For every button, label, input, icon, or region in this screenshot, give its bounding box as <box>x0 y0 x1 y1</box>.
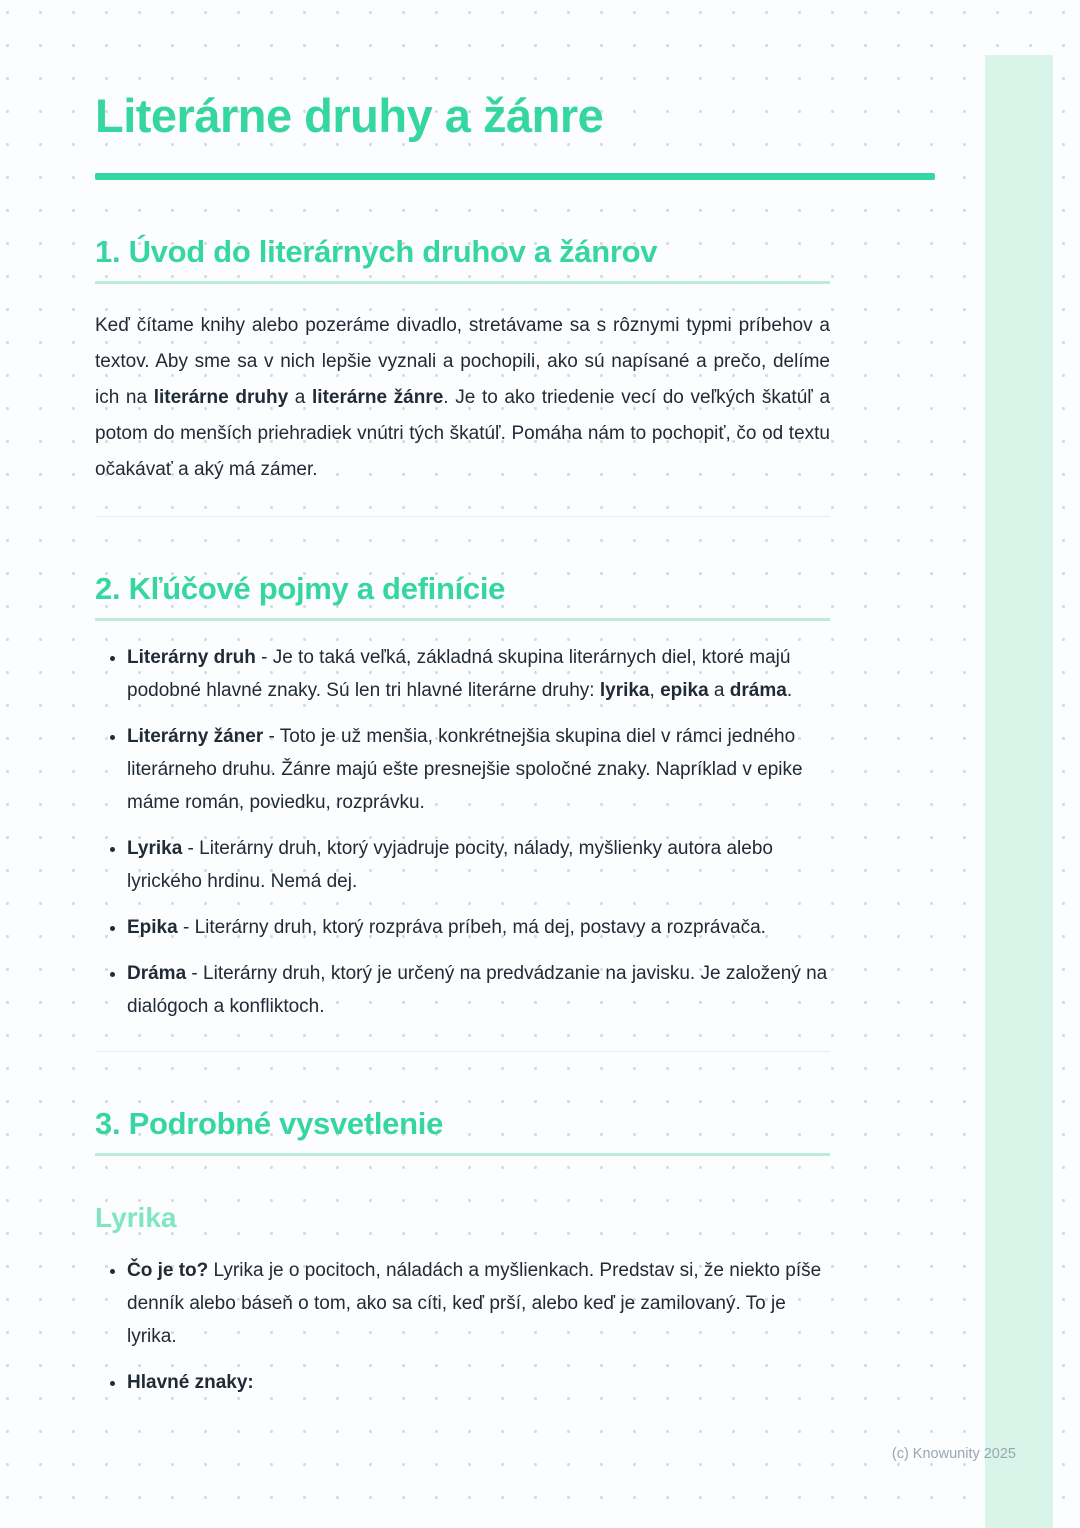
list-item-drama: • Dráma - Literárny druh, ktorý je určený na predvádzanie na javisku. Je založený na dialógoch a konfliktoch. <box>127 957 830 1023</box>
section-details <box>95 1106 1080 1399</box>
list-item-co-je-to: • Čo je to? Lyrika je o pocitoch, náladách a myšlienkach. Predstav si, že niekto píše denník alebo báseň o tom, ako sa cíti, keď prší, alebo keď je zamilovaný. To je lyrika. <box>127 1254 830 1353</box>
section-2-heading: 2. Kľúčové pojmy a definície <box>95 571 506 606</box>
list-item-hlavne-znaky: • Hlavné znaky: <box>127 1366 830 1399</box>
list-item-epika: • Epika - Literárny druh, ktorý rozpráva príbeh, má dej, postavy a rozprávača. <box>127 911 830 944</box>
list-item-lyrika: • Lyrika - Literárny druh, ktorý vyjadruje pocity, nálady, myšlienky autora alebo lyrického hrdinu. Nemá dej. <box>127 832 830 898</box>
section-3-heading: 3. Podrobné vysvetlenie <box>95 1106 444 1141</box>
section-definitions <box>95 571 1080 1052</box>
section-divider <box>95 1051 830 1052</box>
lyrika-details-list <box>95 1254 830 1399</box>
section-1-underline <box>95 281 830 284</box>
list-item-literarny-druh: • Literárny druh - Je to taká veľká, základná skupina literárnych diel, ktoré majú podobné hlavné znaky. Sú len tri hlavné literárne druhy: lyrika, epika a dráma. <box>127 641 830 707</box>
section-2-underline <box>95 618 830 621</box>
section-divider <box>95 516 830 517</box>
copyright-note: (c) Knowunity 2025 <box>891 1446 1016 1462</box>
list-item-literarny-zaner: • Literárny žáner - Toto je už menšia, konkrétnejšia skupina diel v rámci jedného literárneho druhu. Žánre majú ešte presnejšie spoločné znaky. Napríklad v epike máme román, poviedku, rozprávku. <box>127 720 830 819</box>
subsection-lyrika-heading: Lyrika <box>95 1202 177 1233</box>
section-1-heading: 1. Úvod do literárnych druhov a žánrov <box>95 234 658 269</box>
section-intro <box>95 234 1080 517</box>
page-title: Literárne druhy a žánre <box>95 89 604 142</box>
definitions-list <box>95 641 830 1023</box>
title-rule <box>95 173 935 180</box>
intro-paragraph: Keď čítame knihy alebo pozeráme divadlo, stretávame sa s rôznymi typmi príbehov a textov. Aby sme sa v nich lepšie vyznali a pochopili, ako sú napísané a prečo, delíme ich na literárne druhy a literárne žánre. Je to ako triedenie vecí do veľkých škatúľ a potom do menších priehradiek vnútri tých škatúľ. Pomáha nám to pochopiť, čo od textu očakávať a aký má zámer. <box>95 315 831 480</box>
section-3-underline <box>95 1153 830 1156</box>
